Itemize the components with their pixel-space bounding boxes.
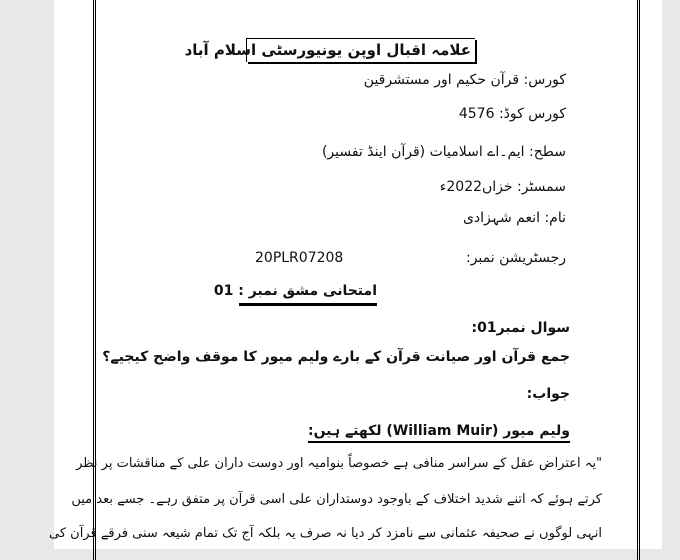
paragraph-line-2: کرتے ہوئے کہ اتنے شدید اختلاف کے باوجود دوستداران علی اسی قرآن پر متفق رہے۔ جسے بعد میں <box>71 492 602 507</box>
level-line: سطح: ایم۔اے اسلامیات (قرآن اینڈ تفسیر) <box>321 144 566 160</box>
university-title: علامہ اقبال اوپن یونیورسٹی اسلام آباد <box>246 38 475 62</box>
assignment-number: امتحانی مشق نمبر : 01 <box>239 283 377 304</box>
document-page <box>48 0 662 549</box>
viewer-right-gutter <box>662 0 680 549</box>
paragraph-line-3: انہی لوگوں نے صحیفہ عثمانی سے نامزد کر دیا نہ صرف یہ بلکہ آج تک تمام شیعہ سنی فرقے قرآن کی <box>48 526 602 541</box>
registration-label: رجسٹریشن نمبر: <box>465 250 566 266</box>
viewer-left-gutter <box>0 0 54 549</box>
course-line: کورس: قرآن حکیم اور مستشرقین <box>363 72 566 88</box>
quote-heading: ولیم میور (William Muir) لکھتے ہیں: <box>308 423 570 443</box>
answer-label: جواب: <box>526 386 570 402</box>
registration-number: 20PLR07208 <box>255 250 344 266</box>
question-text: جمع قرآن اور صیانت قرآن کے بارے ولیم میور کا موقف واضح کیجیے؟ <box>102 349 570 365</box>
student-name-line: نام: انعم شہزادی <box>462 210 566 226</box>
question-label: سوال نمبر01: <box>471 320 570 336</box>
semester-line: سمسٹر: خزاں2022ء <box>439 179 566 195</box>
course-code-line: کورس کوڈ: 4576 <box>458 106 566 122</box>
paragraph-line-1: "یہ اعتراض عقل کے سراسر منافی ہے خصوصاً بنوامیہ اور دوست داران علی کے مناقشات پر نظر <box>76 456 602 471</box>
